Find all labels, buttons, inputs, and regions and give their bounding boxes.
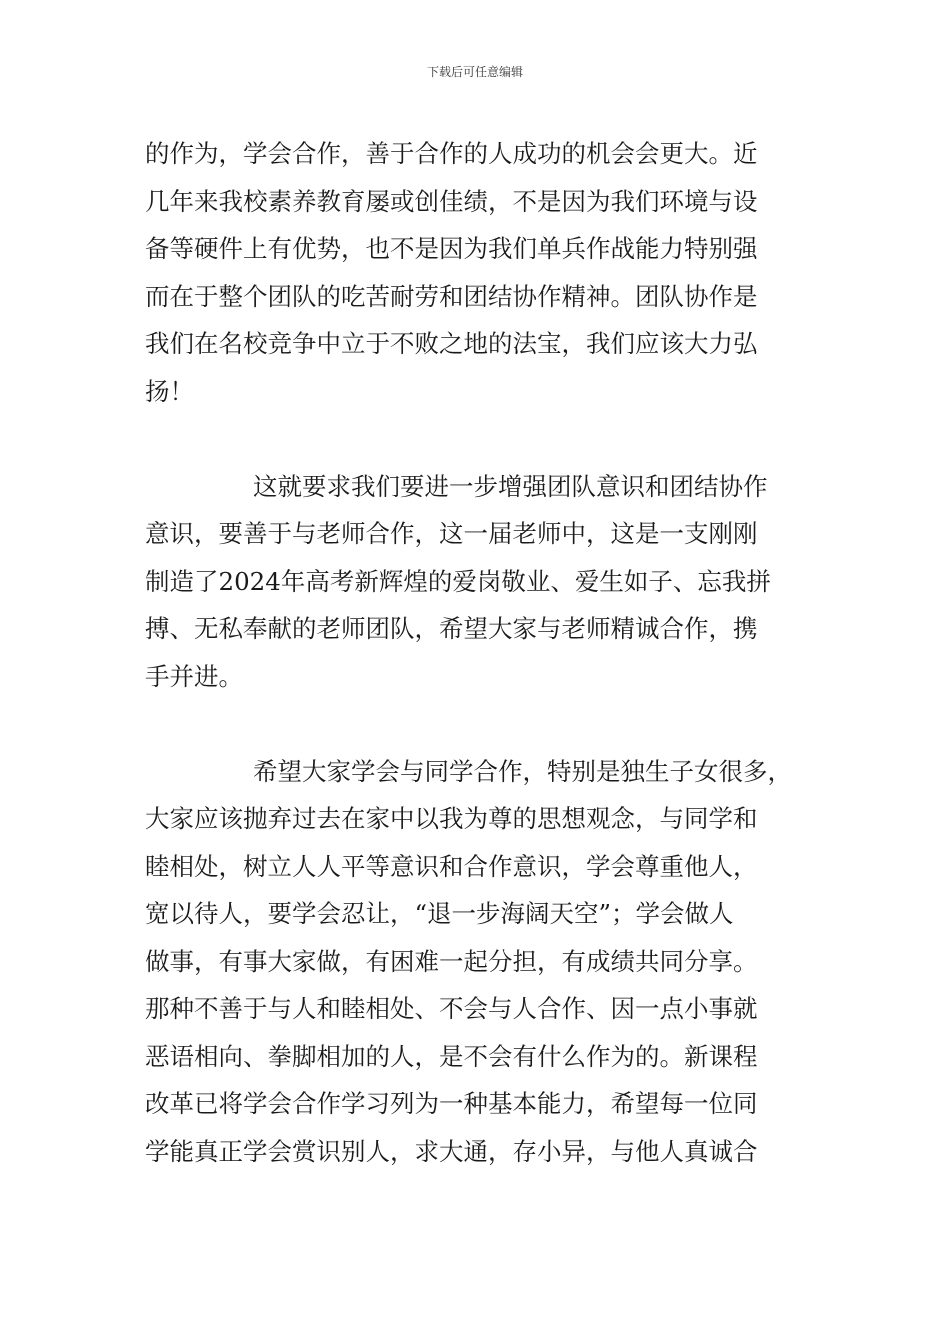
paragraph-3 <box>145 748 805 1176</box>
text-line: 宽以待人，要学会忍让，“退一步海阔天空”；学会做人 <box>145 899 734 928</box>
paragraph-2 <box>145 463 805 701</box>
header-note: 下载后可任意编辑 <box>426 65 523 79</box>
text-line: 我们在名校竞争中立于不败之地的法宝，我们应该大力弘 <box>145 329 758 358</box>
text-line: 这就要求我们要进一步增强团队意识和团结协作 <box>253 471 768 501</box>
text-line: 改革已将学会合作学习列为一种基本能力，希望每一位同 <box>145 1089 758 1118</box>
text-line: 希望大家学会与同学合作，特别是独生子女很多， <box>253 756 792 786</box>
text-line: 制造了2024年高考新辉煌的爱岗敬业、爱生如子、忘我拼 <box>145 566 771 596</box>
text-line: 大家应该抛弃过去在家中以我为尊的思想观念，与同学和 <box>145 804 758 833</box>
text-line: 睦相处，树立人人平等意识和合作意识，学会尊重他人， <box>145 851 758 881</box>
text-line: 而在于整个团队的吃苦耐劳和团结协作精神。团队协作是 <box>145 281 758 311</box>
paragraph-gap <box>145 700 805 748</box>
body-text <box>145 130 805 1175</box>
text-line: 做事，有事大家做，有困难一起分担，有成绩共同分享。 <box>145 946 758 976</box>
text-line: 那种不善于与人和睦相处、不会与人合作、因一点小事就 <box>145 994 758 1023</box>
text-line: 手并进。 <box>145 661 243 691</box>
text-line: 恶语相向、拳脚相加的人，是不会有什么作为的。新课程 <box>145 1041 758 1071</box>
text-line: 备等硬件上有优势，也不是因为我们单兵作战能力特别强 <box>145 234 758 263</box>
text-line: 的作为，学会合作，善于合作的人成功的机会会更大。近 <box>145 139 758 168</box>
text-line: 几年来我校素养教育屡或创佳绩，不是因为我们环境与设 <box>145 186 758 216</box>
text-line: 扬！ <box>145 376 194 406</box>
paragraph-1 <box>145 130 805 415</box>
text-line: 意识，要善于与老师合作，这一届老师中，这是一支刚刚 <box>145 519 758 548</box>
text-line: 学能真正学会赏识别人，求大通，存小异，与他人真诚合 <box>145 1136 758 1166</box>
text-line: 搏、无私奉献的老师团队，希望大家与老师精诚合作，携 <box>145 614 758 643</box>
paragraph-gap <box>145 415 805 463</box>
